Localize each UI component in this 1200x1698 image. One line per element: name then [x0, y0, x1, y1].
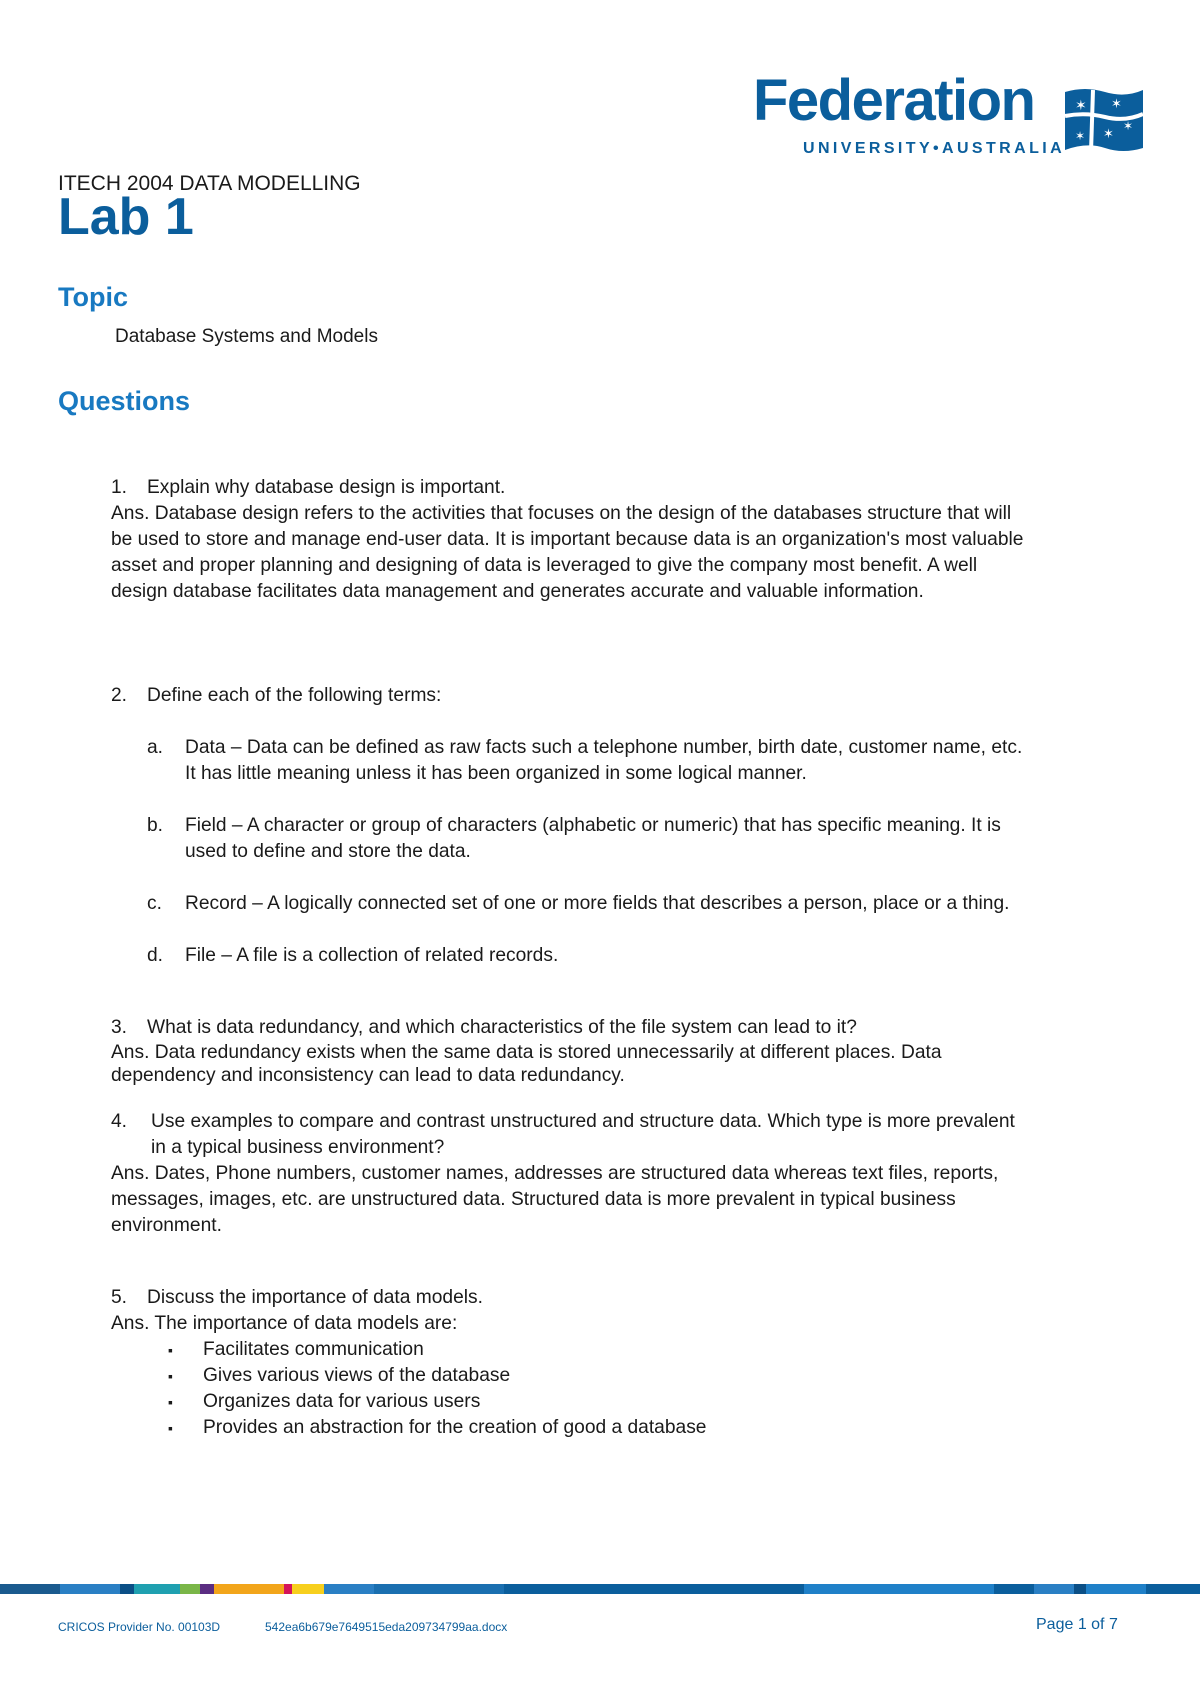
- topic-heading: Topic: [58, 282, 128, 312]
- term-file: [111, 943, 1031, 969]
- questions-list: [111, 475, 1031, 1441]
- svg-text:✶: ✶: [1103, 127, 1114, 142]
- question-1: [111, 475, 1031, 501]
- question-number: 4.: [111, 1111, 128, 1132]
- list-letter: a.: [147, 737, 164, 758]
- logo-subtitle: UNIVERSITY•AUSTRALIA: [803, 140, 1066, 157]
- term-data: [111, 735, 1031, 787]
- question-text: Use examples to compare and contrast unstructured and structure data. Which type is more prevalent in a typical business environment?: [151, 1111, 1015, 1158]
- list-letter: c.: [147, 893, 162, 914]
- bullet-icon: ▪: [168, 1420, 173, 1436]
- term-record: [111, 891, 1031, 917]
- bullet-text: Facilitates communication: [203, 1339, 424, 1360]
- question-3: [111, 1015, 1031, 1041]
- answer-5: Ans. The importance of data models are:: [111, 1313, 458, 1334]
- question-2: [111, 683, 1031, 709]
- term-text: Data – Data can be defined as raw facts such a telephone number, birth date, customer name, etc. It has little meaning unless it has been organized in some logical manner.: [185, 737, 1023, 784]
- questions-heading: Questions: [58, 386, 191, 416]
- term-text: Field – A character or group of characters (alphabetic or numeric) that has specific meaning. It is used to define and store the data.: [185, 815, 1001, 862]
- bullet-icon: ▪: [168, 1394, 173, 1410]
- answer-4: Ans. Dates, Phone numbers, customer names, addresses are structured data whereas text files, reports, messages, images, etc. are unstructured data. Structured data is more prevalent in typical business environment.: [111, 1163, 999, 1236]
- bullet-text: Organizes data for various users: [203, 1391, 481, 1412]
- document-filename: 542ea6b679e7649515eda209734799aa.docx: [265, 1620, 508, 1634]
- svg-text:✶: ✶: [1123, 119, 1134, 133]
- question-text: Explain why database design is important.: [147, 477, 506, 498]
- bullet-text: Gives various views of the database: [203, 1365, 511, 1386]
- flag-icon: [1063, 86, 1145, 158]
- svg-text:✶: ✶: [1075, 129, 1086, 143]
- lab-title: Lab 1: [58, 188, 194, 246]
- question-4: [111, 1109, 1031, 1161]
- bullet-icon: ▪: [168, 1342, 173, 1358]
- answer-3: Ans. Data redundancy exists when the same data is stored unnecessarily at different places. Data dependency and inconsistency can lead to data redundancy.: [111, 1042, 942, 1086]
- question-text: Define each of the following terms:: [147, 685, 442, 706]
- svg-text:✶: ✶: [1111, 97, 1122, 112]
- logo-wordmark: Federation: [753, 68, 1035, 133]
- page-number: Page 1 of 7: [1036, 1616, 1118, 1633]
- question-number: 5.: [111, 1287, 128, 1308]
- list-item: [111, 1389, 1031, 1415]
- question-number: 3.: [111, 1017, 128, 1038]
- question-5: [111, 1285, 1031, 1311]
- question-number: 1.: [111, 477, 128, 498]
- term-field: [111, 813, 1031, 865]
- bullet-text: Provides an abstraction for the creation of good a database: [203, 1417, 707, 1438]
- question-text: What is data redundancy, and which characteristics of the file system can lead to it?: [147, 1017, 857, 1038]
- topic-text: Database Systems and Models: [115, 326, 378, 347]
- answer-1: Ans. Database design refers to the activities that focuses on the design of the databases structure that will be used to store and manage end-user data. It is important because data is an organization's most valuable asset and proper planning and designing of data is leveraged to give the company most benefit. A well design database facilitates data management and generates accurate and valuable information.: [111, 503, 1024, 602]
- term-text: Record – A logically connected set of one or more fields that describes a person, place or a thing.: [185, 893, 1010, 914]
- list-item: [111, 1415, 1031, 1441]
- question-text: Discuss the importance of data models.: [147, 1287, 483, 1308]
- cricos-provider: CRICOS Provider No. 00103D: [58, 1620, 221, 1634]
- list-item: [111, 1363, 1031, 1389]
- list-letter: b.: [147, 815, 164, 836]
- svg-text:✶: ✶: [1075, 98, 1087, 114]
- course-code: ITECH 2004 DATA MODELLING: [58, 172, 361, 195]
- question-number: 2.: [111, 685, 128, 706]
- federation-logo: [753, 68, 1148, 160]
- term-text: File – A file is a collection of related records.: [185, 945, 559, 966]
- bullet-icon: ▪: [168, 1368, 173, 1384]
- footer-color-rule: [0, 1584, 1200, 1594]
- list-letter: d.: [147, 945, 164, 966]
- list-item: [111, 1337, 1031, 1363]
